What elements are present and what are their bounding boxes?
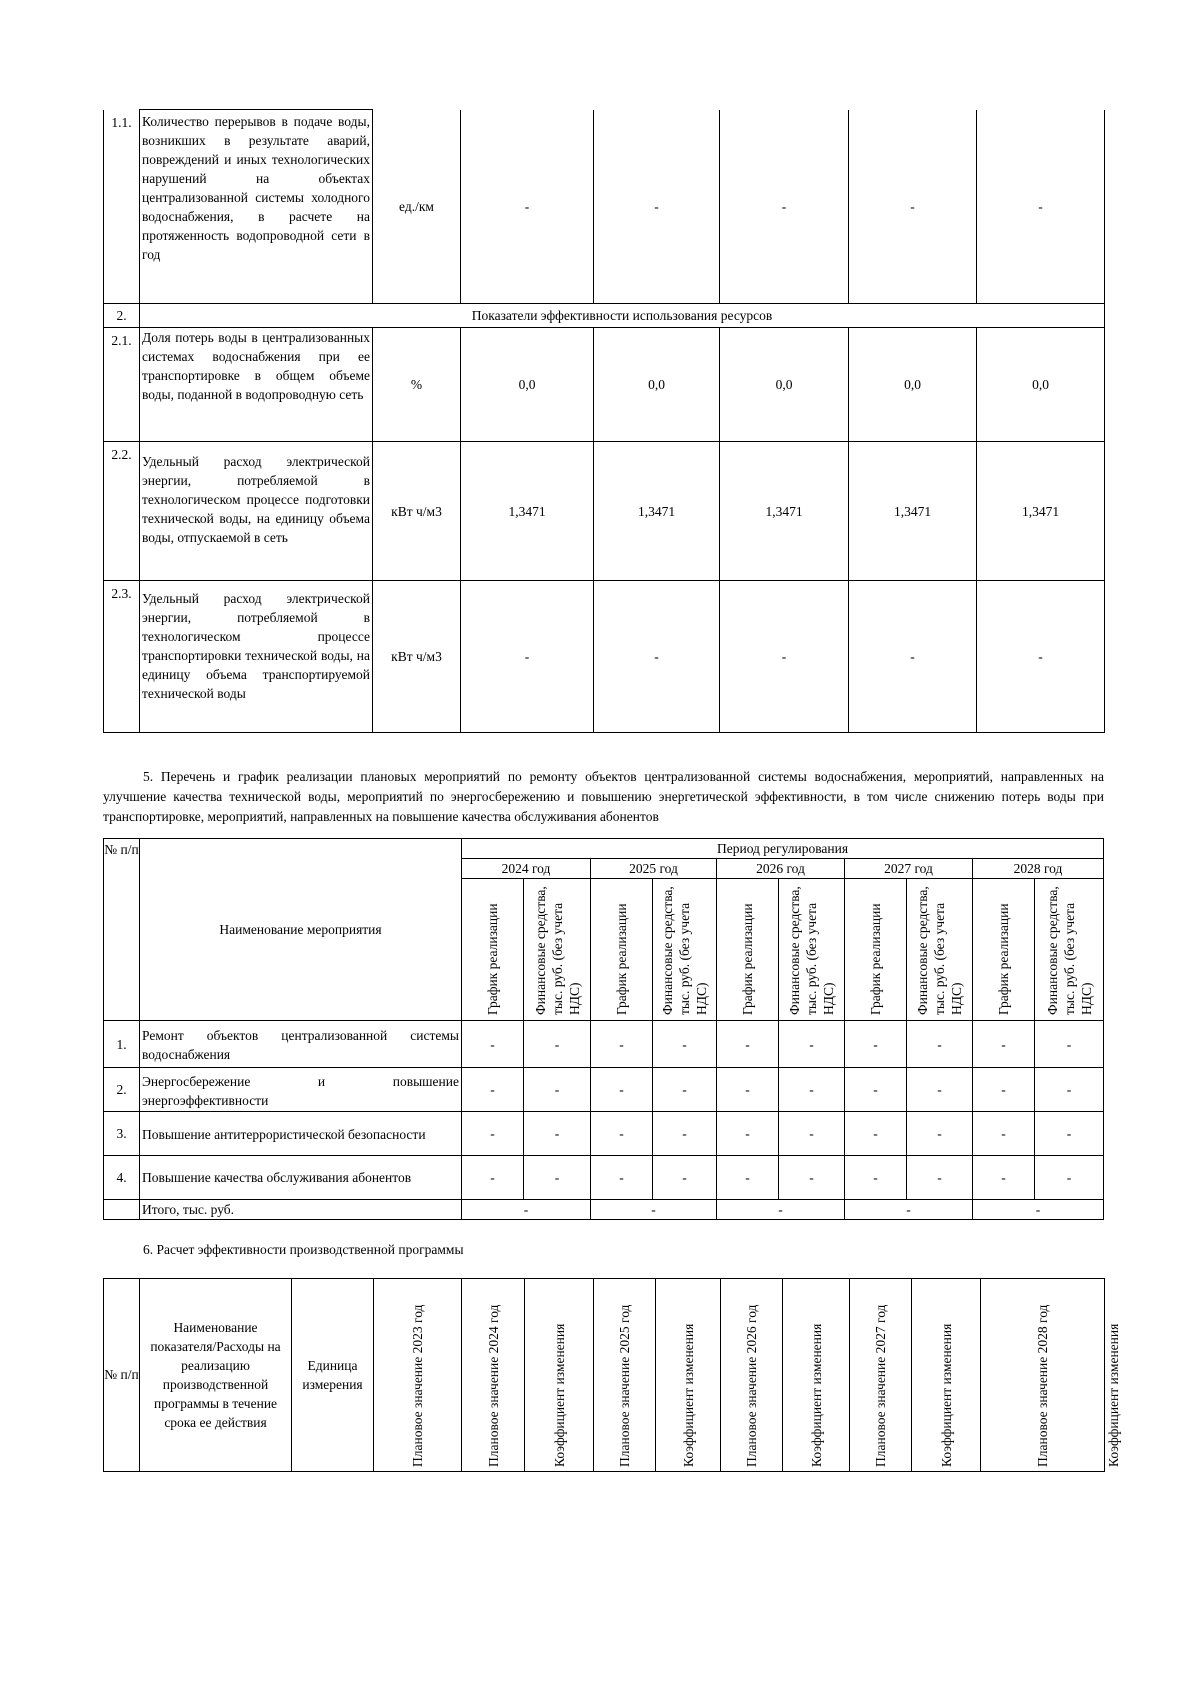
value-cell: - — [717, 1021, 779, 1068]
indicator-row — [104, 581, 1105, 733]
indicator-unit: % — [373, 328, 461, 442]
header-finance: Финансовые средства, тыс. руб. (без учета НДС) — [660, 886, 709, 1015]
value-cell: - — [524, 1112, 591, 1156]
value-cell: - — [524, 1021, 591, 1068]
value-cell: - — [977, 581, 1105, 733]
value-cell: 1,3471 — [849, 442, 977, 581]
header-finance: Финансовые средства, тыс. руб. (без учета НДС) — [532, 886, 582, 1015]
header-planned-value: Плановое значение 2026 год — [744, 1304, 759, 1467]
header-finance: Финансовые средства, тыс. руб. (без учета НДС) — [1044, 886, 1094, 1015]
header-planned-value: Плановое значение 2024 год — [485, 1304, 501, 1467]
value-cell: - — [524, 1068, 591, 1112]
header-planned-value: Плановое значение 2025 год — [617, 1304, 632, 1467]
header-planned-value: Плановое значение 2027 год — [873, 1304, 888, 1467]
value-cell: - — [462, 1021, 524, 1068]
header-year: 2025 год — [591, 859, 717, 879]
event-row — [104, 1068, 1104, 1112]
value-cell: - — [653, 1156, 717, 1200]
value-cell: - — [594, 110, 720, 304]
value-cell: - — [717, 1068, 779, 1112]
header-finance: Финансовые средства, тыс. руб. (без учета НДС) — [787, 886, 836, 1015]
indicator-name: Количество перерывов в подаче воды, возникших в результате аварий, повреждений и иных технологических нарушений на объектах централизованной системы холодного водоснабжения, в расчете на протяженность водопроводной сети в год — [140, 110, 373, 304]
value-cell: - — [779, 1112, 845, 1156]
header-change-coefficient: Коэффициент изменения — [680, 1323, 696, 1467]
value-cell: - — [462, 1156, 524, 1200]
value-cell: - — [594, 581, 720, 733]
header-year: 2024 год — [462, 859, 591, 879]
value-cell: - — [591, 1021, 653, 1068]
value-cell: - — [977, 110, 1105, 304]
total-value: - — [717, 1200, 845, 1220]
value-cell: - — [461, 581, 594, 733]
value-cell: - — [845, 1068, 907, 1112]
event-name: Повышение качества обслуживания абонентов — [140, 1156, 462, 1200]
value-cell: - — [461, 110, 594, 304]
header-unit: Единица измерения — [292, 1279, 374, 1472]
value-cell: - — [720, 110, 849, 304]
value-cell: - — [591, 1068, 653, 1112]
value-cell: 1,3471 — [720, 442, 849, 581]
value-cell: - — [1035, 1112, 1104, 1156]
indicator-name: Удельный расход электрической энергии, потребляемой в технологическом процессе подготовки технической воды, на единицу объема воды, отпускаемой в сеть — [140, 442, 373, 581]
value-cell: - — [717, 1156, 779, 1200]
header-number: № п/п — [104, 839, 140, 1021]
value-cell: 0,0 — [849, 328, 977, 442]
indicator-row — [104, 442, 1105, 581]
indicator-unit: кВт ч/м3 — [373, 581, 461, 733]
header-year: 2026 год — [717, 859, 845, 879]
indicator-row — [104, 328, 1105, 442]
event-name: Ремонт объектов централизованной системы водоснабжения — [140, 1021, 462, 1068]
value-cell: - — [462, 1112, 524, 1156]
value-cell: - — [907, 1021, 973, 1068]
row-number: 2. — [104, 1068, 140, 1112]
efficiency-table — [103, 1278, 1121, 1472]
total-value: - — [462, 1200, 591, 1220]
value-cell: - — [524, 1156, 591, 1200]
value-cell: - — [973, 1156, 1035, 1200]
header-number: № п/п — [104, 1279, 140, 1472]
header-schedule: График реализации — [996, 903, 1011, 1015]
indicator-name: Доля потерь воды в централизованных системах водоснабжения при ее транспортировке в общем объеме воды, поданной в водопроводную сеть — [140, 328, 373, 442]
events-table — [103, 838, 1104, 1220]
row-number: 1.1. — [104, 110, 140, 304]
indicator-row — [104, 110, 1105, 304]
value-cell: 0,0 — [977, 328, 1105, 442]
header-change-coefficient: Коэффициент изменения — [551, 1323, 567, 1467]
header-planned-value: Плановое значение 2023 год — [410, 1304, 425, 1467]
header-period: Период регулирования — [462, 839, 1104, 859]
header-schedule: График реализации — [614, 903, 629, 1015]
event-row — [104, 1156, 1104, 1200]
header-change-coefficient: Коэффициент изменения — [808, 1323, 824, 1467]
value-cell: - — [779, 1156, 845, 1200]
value-cell: - — [849, 581, 977, 733]
value-cell: - — [462, 1068, 524, 1112]
section6-title: 6. Расчет эффективности производственной программы — [143, 1242, 464, 1257]
value-cell: 0,0 — [461, 328, 594, 442]
header-schedule: График реализации — [740, 903, 755, 1015]
value-cell: - — [973, 1112, 1035, 1156]
value-cell: - — [907, 1112, 973, 1156]
indicator-unit: кВт ч/м3 — [373, 442, 461, 581]
value-cell: 0,0 — [594, 328, 720, 442]
header-event-name: Наименование мероприятия — [140, 839, 462, 1021]
indicator-name: Удельный расход электрической энергии, потребляемой в технологическом процессе транспортировки технической воды, на единицу объема транспортируемой технической воды — [140, 581, 373, 733]
value-cell: - — [973, 1068, 1035, 1112]
header-year: 2028 год — [973, 859, 1104, 879]
header-finance: Финансовые средства, тыс. руб. (без учета НДС) — [915, 886, 964, 1015]
value-cell: - — [779, 1068, 845, 1112]
value-cell: - — [1035, 1021, 1104, 1068]
value-cell: - — [907, 1068, 973, 1112]
header-year: 2027 год — [845, 859, 973, 879]
value-cell: 1,3471 — [977, 442, 1105, 581]
value-cell: - — [653, 1112, 717, 1156]
value-cell: - — [845, 1021, 907, 1068]
event-row — [104, 1112, 1104, 1156]
total-value: - — [591, 1200, 717, 1220]
value-cell: 1,3471 — [594, 442, 720, 581]
row-number: 2.3. — [104, 581, 140, 733]
row-number: 3. — [104, 1112, 140, 1156]
section-header-row — [104, 304, 1105, 328]
header-schedule: График реализации — [868, 903, 883, 1015]
value-cell: - — [717, 1112, 779, 1156]
value-cell: - — [845, 1112, 907, 1156]
row-number: 2.2. — [104, 442, 140, 581]
event-row — [104, 1021, 1104, 1068]
value-cell: - — [1035, 1156, 1104, 1200]
value-cell: - — [779, 1021, 845, 1068]
value-cell: - — [845, 1156, 907, 1200]
header-planned-value: Плановое значение 2028 год — [1035, 1304, 1050, 1467]
indicator-unit: ед./км — [373, 110, 461, 304]
header-change-coefficient: Коэффициент изменения — [1106, 1323, 1121, 1467]
row-number: 1. — [104, 1021, 140, 1068]
total-value: - — [973, 1200, 1104, 1220]
value-cell: - — [591, 1156, 653, 1200]
section-title: Показатели эффективности использования ресурсов — [140, 304, 1105, 328]
event-name: Повышение антитеррористической безопасности — [140, 1112, 462, 1156]
header-change-coefficient: Коэффициент изменения — [938, 1323, 954, 1467]
value-cell: - — [973, 1021, 1035, 1068]
header-schedule: График реализации — [485, 903, 500, 1015]
header-indicator-name: Наименование показателя/Расходы на реализацию производственной программы в течение срока ее действия — [140, 1279, 292, 1472]
event-name: Энергосбережение и повышение энергоэффективности — [140, 1068, 462, 1112]
value-cell: - — [907, 1156, 973, 1200]
value-cell: - — [849, 110, 977, 304]
value-cell: - — [653, 1068, 717, 1112]
value-cell: - — [653, 1021, 717, 1068]
value-cell: - — [1035, 1068, 1104, 1112]
value-cell: - — [720, 581, 849, 733]
total-value: - — [845, 1200, 973, 1220]
indicators-table — [103, 109, 1105, 733]
row-number: 4. — [104, 1156, 140, 1200]
section5-paragraph: 5. Перечень и график реализации плановых мероприятий по ремонту объектов централизованной системы водоснабжения, мероприятий, направленных на улучшение качества технической воды, мероприятий по энергосбережению и повышению энергетической эффективности, в том числе снижению потерь воды при транспортировке, мероприятий, направленных на повышение качества обслуживания абонентов — [103, 769, 1104, 824]
section-number: 2. — [104, 304, 140, 328]
total-row — [104, 1200, 1104, 1220]
value-cell: 1,3471 — [461, 442, 594, 581]
total-label: Итого, тыс. руб. — [140, 1200, 462, 1220]
row-number: 2.1. — [104, 328, 140, 442]
value-cell: - — [591, 1112, 653, 1156]
value-cell: 0,0 — [720, 328, 849, 442]
